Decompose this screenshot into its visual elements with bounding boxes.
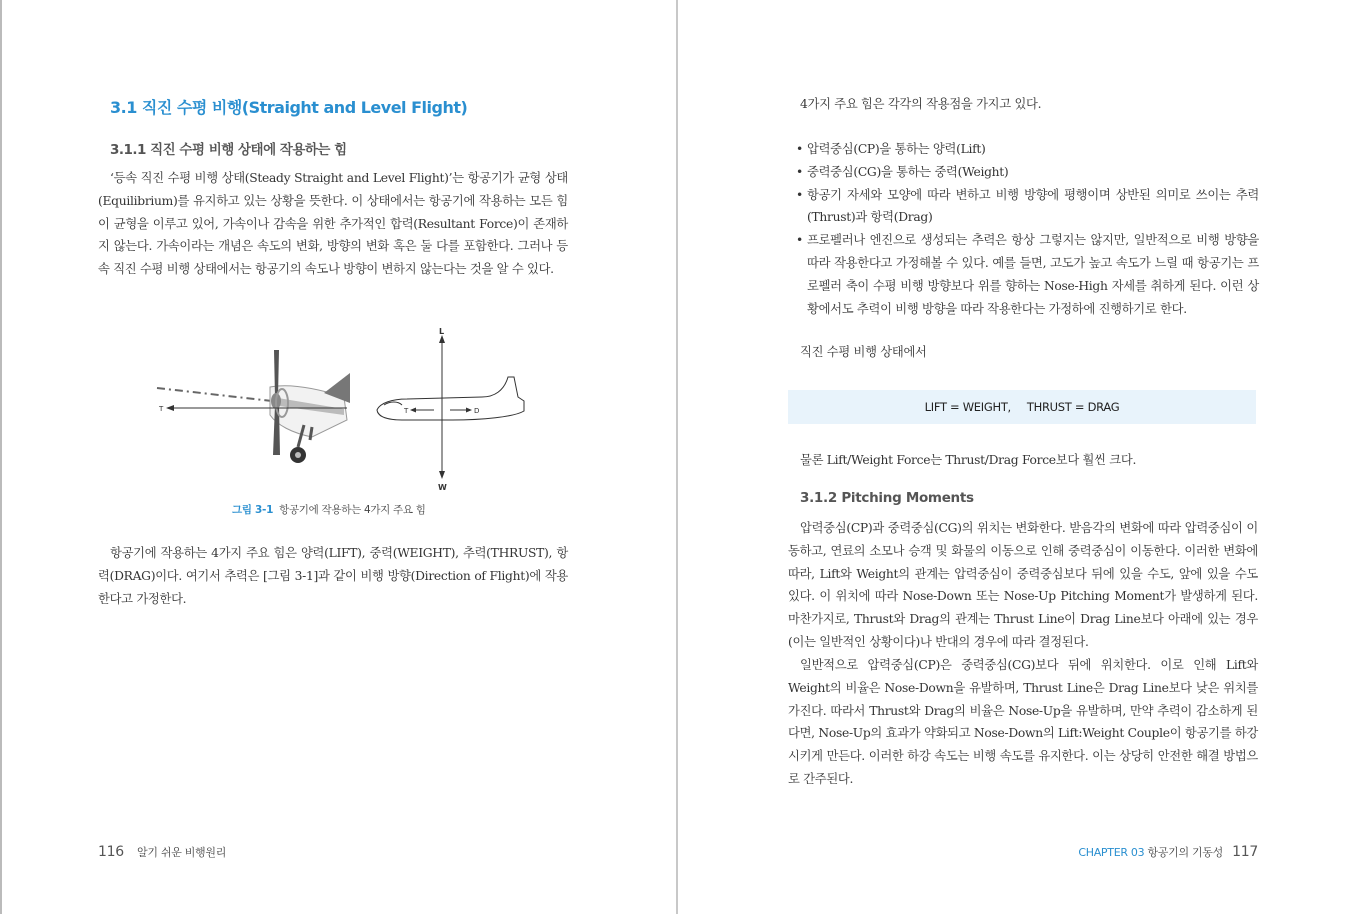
intro-paragraph: ‘등속 직진 수평 비행 상태(Steady Straight and Level Flight)’는 항공기가 균형 상태(Equilibrium)를 유지하고 있는 상황을 뜻한다. 이 상태에서는 항공기에 작용하는 모든 힘이 균형을 이루고 있어, 가속이나 감속을 위한 추가적인 합력(Resultant Force)이 존재하지 않는다. 가속이라는 개념은 속도의 변화, 방향의 변화 혹은 둘 다를 포함한다. 그러나 등속 직진 수평 비행 상태에서는 항공기의 속도나 방향이 변하지 않는다는 것을 알 수 있다. (98, 171, 568, 277)
weight-label: W (438, 483, 447, 492)
section-title: 3.1 직진 수평 비행(Straight and Level Flight) (110, 98, 468, 117)
drag-label: D (474, 407, 480, 415)
level-flight-text: 직진 수평 비행 상태에서 (800, 345, 927, 359)
aircraft-outline (377, 377, 524, 420)
pitching-subsection-title: 3.1.2 Pitching Moments (800, 490, 974, 506)
lift-arrowhead (439, 335, 445, 343)
aircraft-photo (157, 350, 350, 463)
chapter-label: CHAPTER 03 (1078, 846, 1145, 859)
formula-box (788, 390, 1256, 424)
figure-caption-text: 항공기에 작용하는 4가지 주요 힘 (279, 504, 426, 516)
book-title: 알기 쉬운 비행원리 (137, 846, 227, 859)
bullet-item: • 압력중심(CP)을 통하는 양력(Lift) (786, 138, 1259, 161)
bullet-item: • 항공기 자세와 모양에 따라 변하고 비행 방향에 평행이며 상반된 의미로 쓰이는 추력(Thrust)과 항력(Drag) (786, 184, 1259, 230)
page-number-right: 117 (1232, 844, 1258, 860)
weight-arrowhead (439, 471, 445, 479)
thrust-arrowhead (166, 405, 174, 411)
right-page (678, 0, 1350, 914)
chapter-title: 항공기의 기동성 (1147, 846, 1223, 859)
pitching-paragraph-2: 일반적으로 압력중심(CP)은 중력중심(CG)보다 뒤에 위치한다. 이로 인해 Lift와 Weight의 비율은 Nose-Down을 유발하며, Thrust Line은 Drag Line보다 낮은 위치를 가진다. 따라서 Thrust와 Drag의 비율은 Nose-Up을 유발하며, 만약 추력이 감소하게 된다면, Nose-Up의 효과가 약화되고 Nose-Down의 Lift:Weight Couple이 항공기를 하강시키게 만든다. 이러한 하강 속도는 비행 속도를 유지한다. 이는 상당히 안전한 해결 방법으로 간주된다. (788, 658, 1258, 786)
formula-lift-weight: LIFT = WEIGHT, (924, 400, 1011, 414)
thrust-label-inner: T (404, 407, 409, 415)
subsection-title: 3.1.1 직진 수평 비행 상태에 작용하는 힘 (110, 142, 347, 158)
points-intro: 4가지 주요 힘은 각각의 작용점을 가지고 있다. (800, 97, 1042, 111)
forces-figure (152, 325, 532, 495)
page-number-left: 116 (98, 844, 124, 860)
forces-bullet-list (786, 138, 1259, 320)
bullet-item: • 중력중심(CG)을 통하는 중력(Weight) (786, 161, 1259, 184)
figure-caption (232, 502, 426, 517)
thrust-label-left: T (159, 405, 164, 413)
formula-thrust-drag: THRUST = DRAG (1026, 400, 1120, 414)
right-footer (1078, 844, 1258, 860)
pitching-paragraph-1: 압력중심(CP)과 중력중심(CG)의 위치는 변화한다. 받음각의 변화에 따라 압력중심이 이동하고, 연료의 소모나 승객 및 화물의 이동으로 인해 중력중심이 이동한다. 이러한 변화에 따라, Lift와 Weight의 관계는 압력중심이 중력중심보다 뒤에 있을 수도, 앞에 있을 수도 있다. 이 위치에 따라 Nose-Down 또는 Nose-Up Pitching Moment가 발생하게 된다. 마찬가지로, Thrust와 Drag의 관계는 Thrust Line이 Drag Line보다 아래에 있는 경우(이는 일반적인 상황이다)나 반대의 경우에 따라 결정된다. (788, 521, 1258, 649)
aircraft-forces-diagram (152, 325, 532, 495)
bullet-item: • 프로펠러나 엔진으로 생성되는 추력은 항상 그렇지는 않지만, 일반적으로 비행 방향을 따라 작용한다고 가정해볼 수 있다. 예를 들면, 고도가 높고 속도가 느릴 때 항공기는 프로펠러 축이 수평 비행 방향보다 위를 향하는 Nose-High 자세를 취하게 된다. 이런 상황에서도 추력이 비행 방향을 따라 작용한다는 가정하에 진행하기로 한다. (786, 229, 1259, 320)
lift-label: L (439, 327, 445, 336)
left-footer (98, 844, 226, 860)
figure-caption-number: 그림 3-1 (232, 504, 274, 516)
forces-paragraph: 항공기에 작용하는 4가지 주요 힘은 양력(LIFT), 중력(WEIGHT), 추력(THRUST), 항력(DRAG)이다. 여기서 추력은 [그림 3-1]과 같이 비행 방향(Direction of Flight)에 작용한다고 가정한다. (98, 546, 568, 606)
comparison-text: 물론 Lift/Weight Force는 Thrust/Drag Force보다 훨씬 크다. (800, 453, 1137, 467)
